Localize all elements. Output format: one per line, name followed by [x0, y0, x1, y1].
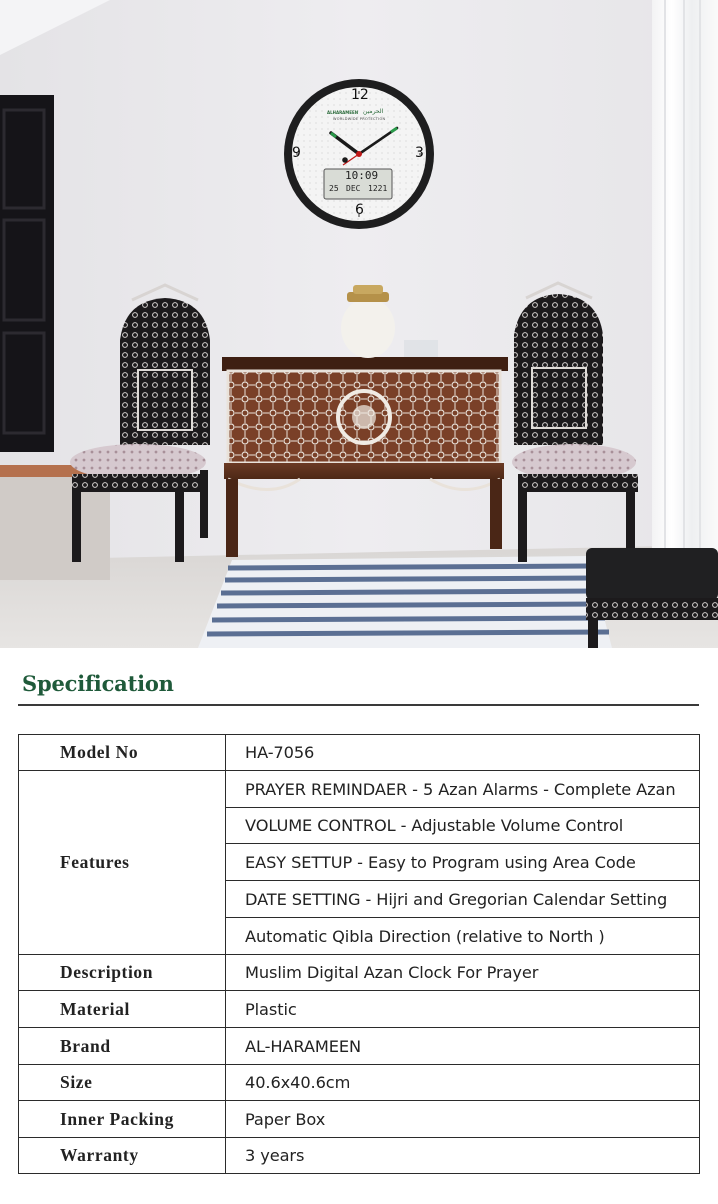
row-label: Features	[19, 771, 226, 955]
feature-value: Automatic Qibla Direction (relative to North )	[226, 918, 700, 955]
clock-lcd-day: 25	[329, 184, 339, 193]
table-row	[19, 735, 700, 771]
wall-clock	[283, 78, 435, 230]
clock-lcd-time: 10:09	[345, 169, 379, 182]
row-label: Warranty	[19, 1138, 226, 1174]
table-row	[19, 955, 700, 991]
table-row	[19, 1065, 700, 1101]
clock-tagline: WORLDWIDE PROTECTION	[333, 117, 386, 121]
row-label: Description	[19, 955, 226, 991]
clock-numeral-3: 3	[415, 145, 424, 161]
row-value: AL-HARAMEEN	[226, 1028, 700, 1065]
row-value: 3 years	[226, 1138, 700, 1174]
title-divider	[18, 704, 699, 706]
clock-numeral-9: 9	[292, 145, 301, 161]
row-label: Inner Packing	[19, 1101, 226, 1138]
table-row	[19, 1028, 700, 1065]
row-value: HA-7056	[226, 735, 700, 771]
row-value: Muslim Digital Azan Clock For Prayer	[226, 955, 700, 991]
feature-value: EASY SETTUP - Easy to Program using Area Code	[226, 844, 700, 881]
clock-lcd-year: 1221	[368, 184, 388, 193]
feature-value: PRAYER REMINDAER - 5 Azan Alarms - Complete Azan	[226, 771, 700, 808]
table-row	[19, 1101, 700, 1138]
row-label: Model No	[19, 735, 226, 771]
row-label: Size	[19, 1065, 226, 1101]
row-value: Plastic	[226, 991, 700, 1028]
clock-numeral-6: 6	[355, 202, 364, 218]
table-row	[19, 771, 700, 808]
table-row	[19, 991, 700, 1028]
feature-value: VOLUME CONTROL - Adjustable Volume Control	[226, 808, 700, 844]
section-title: Specification	[22, 671, 174, 696]
clock-lcd-month: DEC	[346, 184, 361, 193]
clock-brand-arabic: الحرمين	[363, 108, 384, 115]
specification-table	[18, 734, 700, 1174]
row-label: Material	[19, 991, 226, 1028]
table-row	[19, 1138, 700, 1174]
row-value: Paper Box	[226, 1101, 700, 1138]
row-label: Brand	[19, 1028, 226, 1065]
feature-value: DATE SETTING - Hijri and Gregorian Calendar Setting	[226, 881, 700, 918]
clock-numeral-12: 12	[351, 87, 369, 103]
row-value: 40.6x40.6cm	[226, 1065, 700, 1101]
clock-brand: ALHARAMEEN	[327, 110, 359, 115]
